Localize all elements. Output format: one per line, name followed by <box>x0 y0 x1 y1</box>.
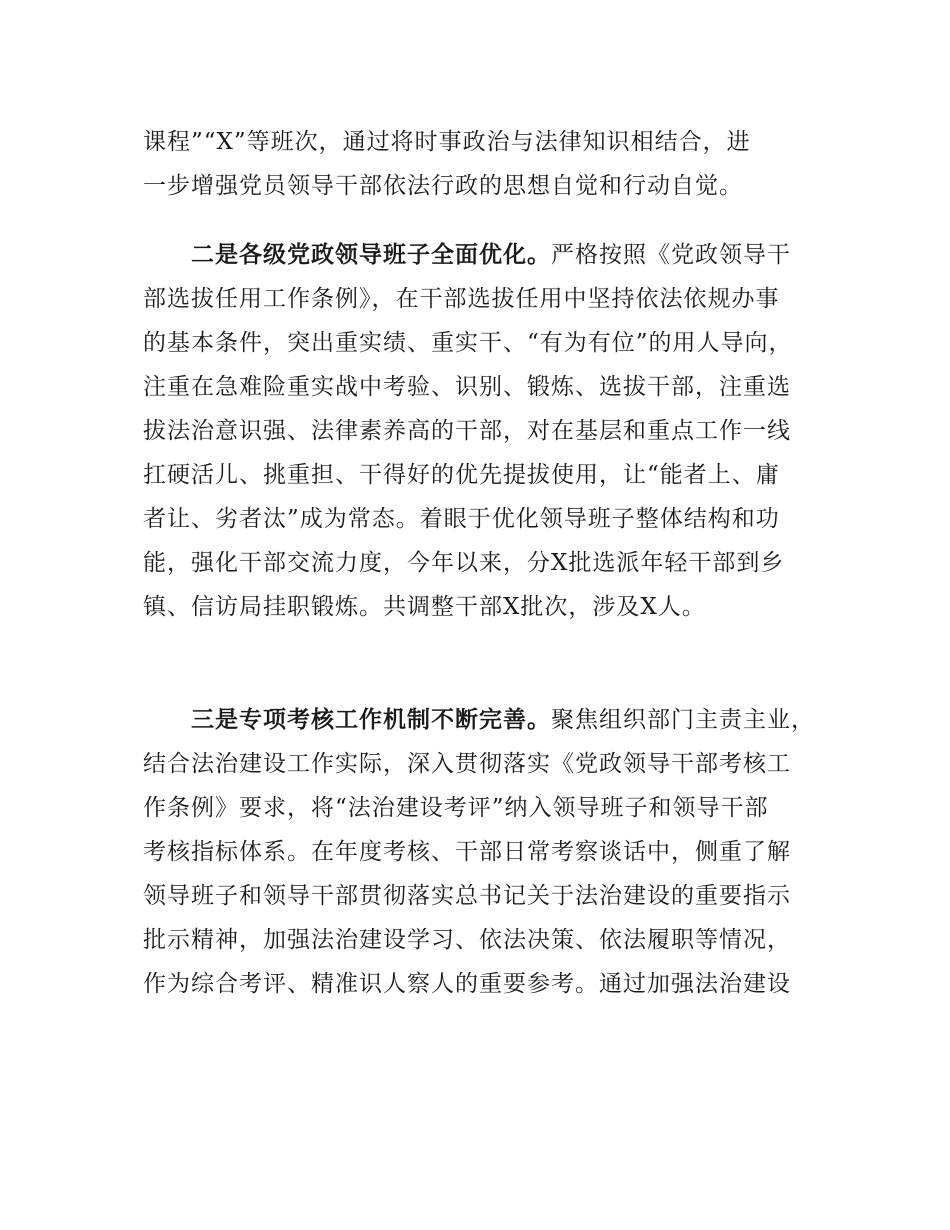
text-line: 镇、信访局挂职锻炼。共调整干部X批次，涉及X人。 <box>143 594 706 620</box>
text-line: 拔法治意识强、法律素养高的干部，对在基层和重点工作一线 <box>143 418 791 444</box>
text-line: 批示精神，加强法治建设学习、依法决策、依法履职等情况， <box>143 927 791 953</box>
text-line: 的基本条件，突出重实绩、重实干、“有为有位”的用人导向， <box>143 330 793 356</box>
text-line: 注重在急难险重实战中考验、识别、锻炼、选拔干部，注重选 <box>143 374 791 400</box>
text-line: 作为综合考评、精准识人察人的重要参考。通过加强法治建设 <box>143 971 791 997</box>
text-line: 扛硬活儿、挑重担、干得好的优先提拔使用，让“能者上、庸 <box>143 462 780 488</box>
paragraph-lead-heading: 三是专项考核工作机制不断完善。 <box>191 707 551 733</box>
paragraph-lead-heading: 二是各级党政领导班子全面优化。 <box>191 242 551 268</box>
paragraph-leadership-optimization <box>143 233 823 629</box>
text-line: 领导班子和领导干部贯彻落实总书记关于法治建设的重要指示 <box>143 883 791 909</box>
paragraph-first-line-text: 聚焦组织部门主责主业， <box>551 707 815 733</box>
text-line: 考核指标体系。在年度考核、干部日常考察谈话中，侧重了解 <box>143 839 791 865</box>
paragraph-continuation <box>143 120 823 208</box>
text-line: 结合法治建设工作实际，深入贯彻落实《党政领导干部考核工 <box>143 751 791 777</box>
text-line: 者让、劣者汰”成为常态。着眼于优化领导班子整体结构和功 <box>143 506 780 532</box>
text-line: 课程”“X”等班次，通过将时事政治与法律知识相结合，进 <box>143 129 751 155</box>
text-line: 一步增强党员领导干部依法行政的思想自觉和行动自觉。 <box>143 173 743 199</box>
text-line: 部选拔任用工作条例》，在干部选拔任用中坚持依法依规办事 <box>143 286 780 312</box>
text-line: 能，强化干部交流力度，今年以来，分X批选派年轻干部到乡 <box>143 550 785 576</box>
text-line: 作条例》要求，将“法治建设考评”纳入领导班子和领导干部 <box>143 795 769 821</box>
paragraph-first-line-text: 严格按照《党政领导干 <box>551 242 791 268</box>
paragraph-first-line <box>143 233 823 277</box>
paragraph-first-line <box>143 698 823 742</box>
paragraph-assessment-mechanism <box>143 698 823 1006</box>
